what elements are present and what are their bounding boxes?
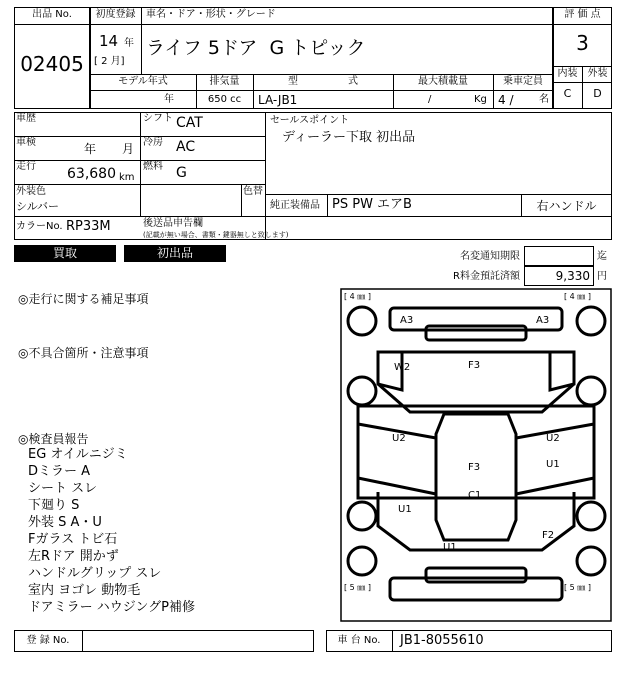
inspection-year-unit: 年 — [84, 142, 97, 156]
exterior-color-label: 外装色 — [16, 186, 46, 197]
mark-front-left: A3 — [400, 315, 414, 326]
model-year-label: モデル年式 — [118, 76, 168, 87]
shift-value: CAT — [176, 115, 203, 131]
first-registration-label: 初度登録 — [95, 9, 136, 20]
exterior-grade: D — [593, 87, 602, 100]
report-line: シート スレ — [28, 481, 98, 496]
mark-rear: U1 — [443, 542, 457, 553]
inspection-month-unit: 月 — [122, 142, 135, 156]
chassis-number-value: JB1-8055610 — [400, 633, 484, 648]
report-line: Fガラス トビ石 — [28, 532, 118, 547]
exterior-label: 外装 — [587, 68, 608, 79]
inspector-report-list — [28, 446, 195, 616]
lot-label: 出品 No. — [32, 9, 72, 20]
name-change-deadline-box — [524, 246, 594, 266]
defects-heading: ◎不具合箇所・注意事項 — [18, 346, 149, 360]
mileage-unit: km — [119, 172, 135, 183]
tire-depth-front-left: [ 4 ㎜ ] — [344, 292, 371, 301]
mileage-label: 走行 — [16, 161, 36, 172]
fuel-value: G — [176, 165, 187, 181]
inspection-label: 車検 — [16, 137, 36, 148]
report-line: Dミラー A — [28, 464, 91, 479]
recycle-fee-value: 9,330 — [555, 269, 590, 283]
displacement-label: 排気量 — [209, 76, 240, 87]
capacity-value: 4 / — [498, 93, 514, 107]
inspector-report-heading: ◎検査員報告 — [18, 432, 89, 446]
report-line: 室内 ヨゴレ 動物毛 — [28, 583, 141, 598]
post-parts-label: 後送品申告欄 — [143, 218, 203, 229]
type-label-2: 式 — [348, 76, 358, 87]
fuel-label: 燃料 — [143, 161, 163, 172]
report-line: EG オイルニジミ — [28, 447, 128, 462]
capacity-unit: 名 — [539, 94, 549, 105]
interior-grade: C — [563, 87, 572, 100]
recycle-fee-label: R料金預託済額 — [453, 271, 520, 282]
max-load-label: 最大積載量 — [418, 76, 468, 87]
car-name: ライフ 5ドア G トピック — [146, 37, 366, 59]
cooling-label: 冷房 — [143, 137, 163, 148]
car-name-label: 車名・ドア・形状・グレード — [146, 9, 276, 20]
mark-left-rear: U1 — [398, 504, 412, 515]
sales-point-value: ディーラー下取 初出品 — [282, 130, 416, 145]
car-damage-diagram — [340, 288, 612, 622]
grade-label: 評 価 点 — [564, 9, 601, 20]
registration-number-label: 登 録 No. — [26, 635, 70, 646]
mark-hood: F3 — [468, 360, 481, 371]
displacement-value: 650 cc — [207, 94, 242, 105]
mark-hood-left: W2 — [394, 362, 411, 373]
history-label: 車歴 — [16, 113, 36, 124]
registration-year-unit: 年 — [124, 38, 134, 49]
type-value: LA-JB1 — [258, 93, 298, 107]
mark-front-right: A3 — [536, 315, 550, 326]
shift-label: シフト — [143, 113, 173, 124]
mileage-value: 63,680 — [67, 166, 116, 182]
registration-year: 14 — [99, 32, 119, 50]
grade-value: 3 — [576, 31, 589, 55]
color-no-value: RP33M — [66, 219, 111, 234]
steering-value: 右ハンドル — [536, 199, 597, 213]
exterior-color-value: シルバー — [16, 200, 59, 213]
max-load-unit: Kg — [474, 94, 487, 105]
mark-roof-center: C1 — [468, 490, 482, 501]
tire-depth-rear-right: [ 5 ㎜ ] — [564, 583, 591, 592]
mark-left-front-door: U2 — [392, 433, 406, 444]
mark-right-front-door: U2 — [546, 433, 560, 444]
capacity-label: 乗車定員 — [503, 76, 543, 87]
chassis-number-label: 車 台 No. — [337, 635, 381, 646]
max-load-value: / — [428, 94, 432, 105]
name-change-deadline-label: 名変通知期限 — [460, 251, 520, 262]
lot-number: 02405 — [20, 52, 84, 76]
equipment-value: PS PW エアB — [332, 197, 412, 212]
report-line: 左Rドア 開かず — [28, 549, 119, 564]
sales-point-label: セールスポイント — [270, 115, 350, 126]
mark-right-rear-glass: F2 — [542, 530, 555, 541]
type-label: 型 — [288, 76, 298, 87]
tire-depth-front-right: [ 4 ㎜ ] — [564, 292, 591, 301]
color-no-label: カラーNo. — [16, 221, 63, 232]
tire-depth-rear-left: [ 5 ㎜ ] — [344, 583, 371, 592]
recycle-fee-unit: 円 — [597, 271, 607, 282]
equipment-label: 純正装備品 — [270, 200, 320, 211]
first-listing-badge: 初出品 — [124, 245, 226, 262]
report-line: ハンドルグリップ スレ — [28, 566, 162, 581]
mark-right-mid: U1 — [546, 459, 560, 470]
name-change-deadline-unit: 迄 — [597, 251, 607, 262]
report-line: 外装 S A・U — [28, 515, 102, 530]
buy-badge: 買取 — [14, 245, 116, 262]
interior-label: 内装 — [557, 68, 578, 79]
registration-month: [ 2 月] — [94, 56, 125, 67]
report-line: ドアミラー ハウジングP補修 — [28, 600, 195, 615]
driving-notes-heading: ◎走行に関する補足事項 — [18, 292, 149, 306]
model-year-unit: 年 — [164, 94, 174, 105]
color-change-label: 色替 — [243, 186, 263, 197]
cooling-value: AC — [176, 139, 196, 155]
mark-roof-front: F3 — [468, 462, 481, 473]
post-parts-note: (記載が無い場合、書類・鍵器無しと致します) — [143, 231, 289, 239]
report-line: 下廻り S — [28, 498, 80, 513]
